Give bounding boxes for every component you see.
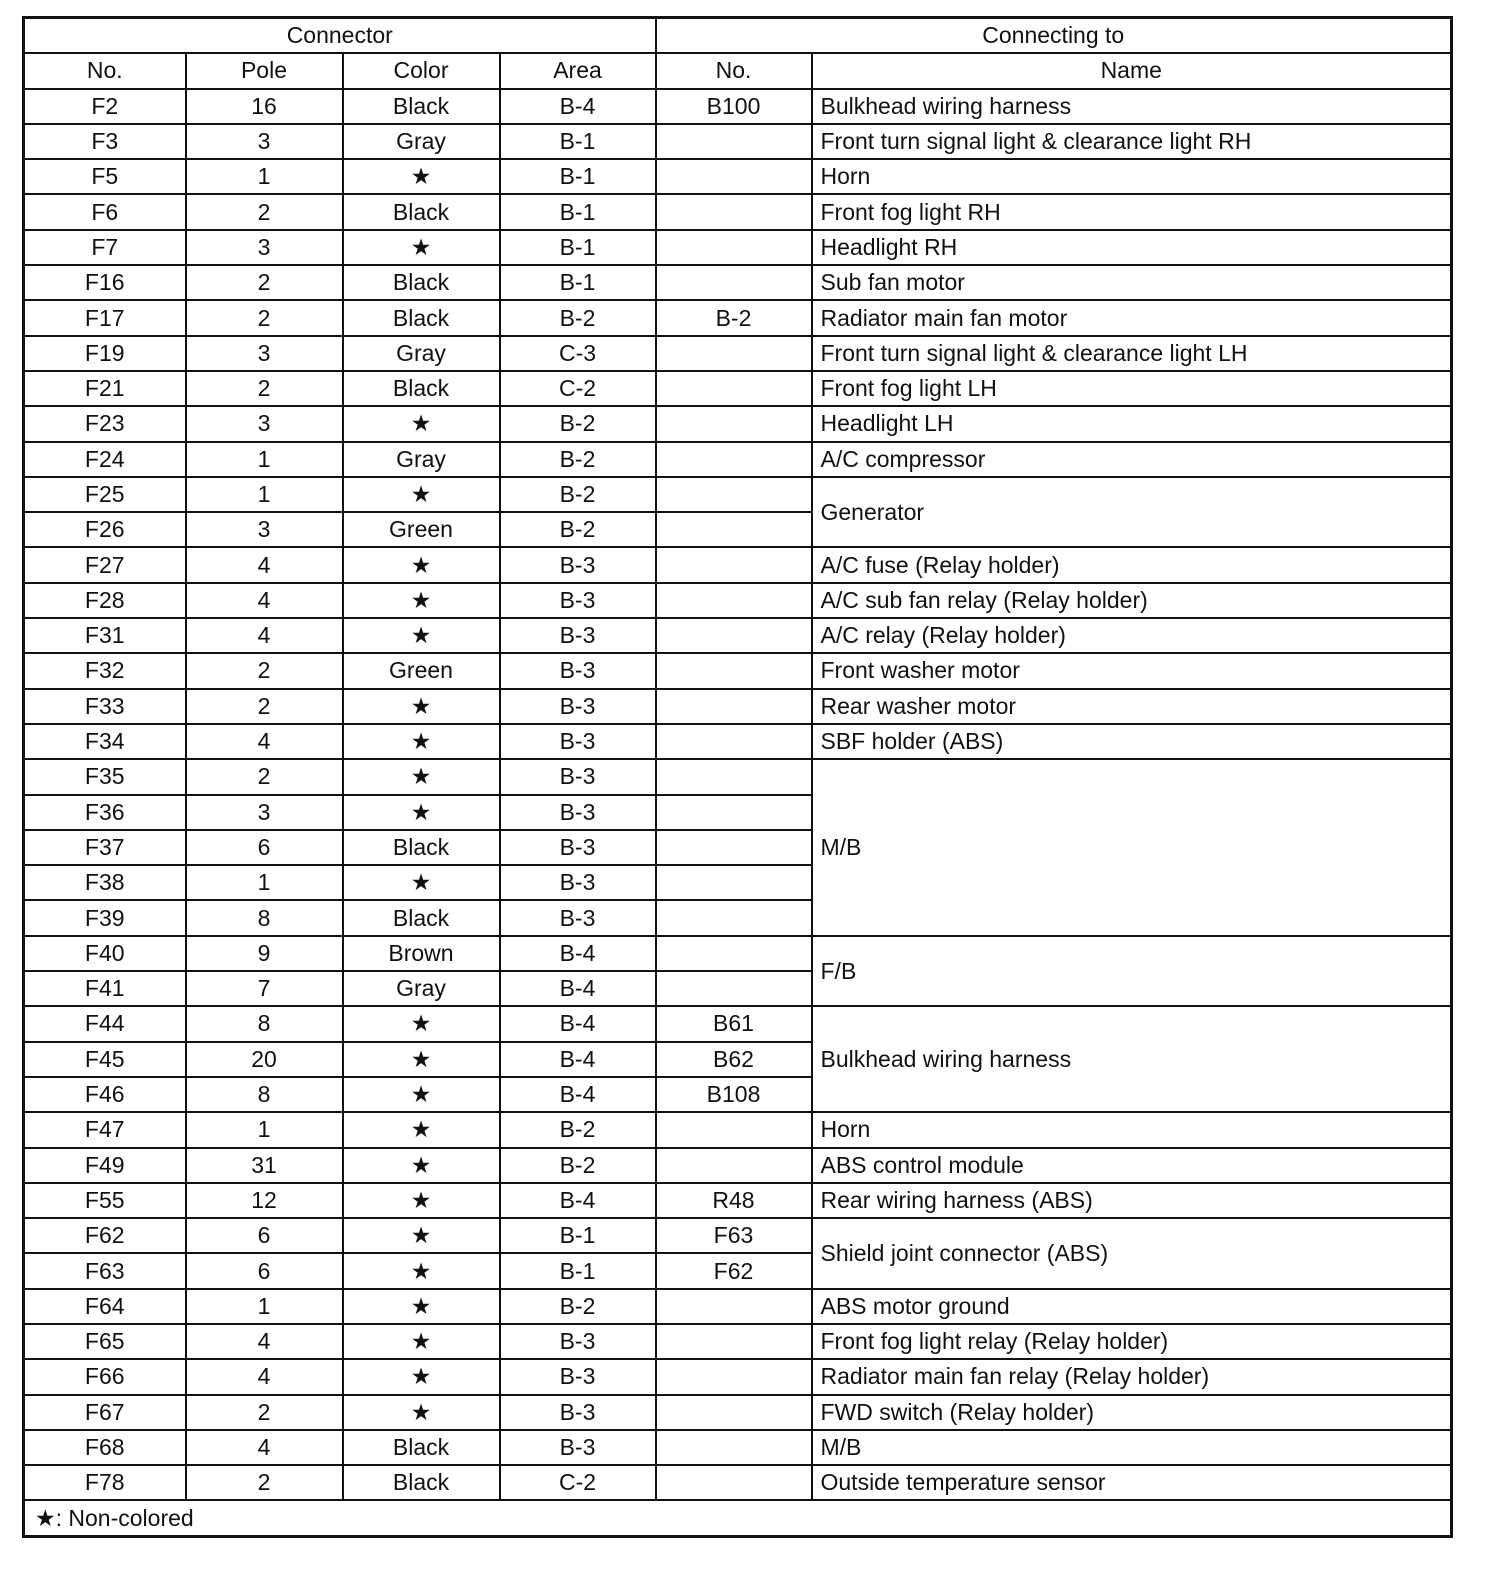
- cell-color: ★: [343, 159, 500, 194]
- cell-connecting-name: Sub fan motor: [812, 265, 1452, 300]
- cell-pole: 1: [186, 442, 343, 477]
- cell-color: Black: [343, 300, 500, 335]
- cell-area: B-3: [500, 900, 656, 935]
- cell-connecting-no: [656, 336, 812, 371]
- table-row: [24, 336, 1452, 371]
- cell-color: ★: [343, 618, 500, 653]
- cell-pole: 2: [186, 1395, 343, 1430]
- cell-connector-no: F28: [24, 583, 186, 618]
- header-connector: Connector: [24, 18, 656, 54]
- cell-connector-no: F38: [24, 865, 186, 900]
- cell-area: B-3: [500, 865, 656, 900]
- cell-connector-no: F40: [24, 936, 186, 971]
- table-row: [24, 653, 1452, 688]
- cell-connector-no: F32: [24, 653, 186, 688]
- cell-connecting-no: B108: [656, 1077, 812, 1112]
- table-row: [24, 618, 1452, 653]
- cell-area: B-3: [500, 1395, 656, 1430]
- cell-color: Black: [343, 830, 500, 865]
- cell-connector-no: F17: [24, 300, 186, 335]
- cell-area: B-3: [500, 795, 656, 830]
- cell-pole: 3: [186, 124, 343, 159]
- cell-color: ★: [343, 230, 500, 265]
- table-row: [24, 759, 1452, 794]
- cell-connecting-no: [656, 583, 812, 618]
- cell-connecting-no: [656, 865, 812, 900]
- cell-pole: 1: [186, 865, 343, 900]
- cell-color: Gray: [343, 442, 500, 477]
- cell-connecting-no: F62: [656, 1253, 812, 1288]
- cell-area: B-2: [500, 512, 656, 547]
- cell-area: B-3: [500, 653, 656, 688]
- cell-connecting-name: ABS control module: [812, 1148, 1452, 1183]
- table-row: [24, 936, 1452, 971]
- cell-connecting-no: [656, 653, 812, 688]
- cell-color: ★: [343, 1324, 500, 1359]
- cell-area: B-2: [500, 1112, 656, 1147]
- table-row: [24, 689, 1452, 724]
- connector-table: [22, 16, 1453, 1538]
- cell-connecting-name: Headlight LH: [812, 406, 1452, 441]
- cell-pole: 6: [186, 1253, 343, 1288]
- cell-color: Black: [343, 265, 500, 300]
- table-row: [24, 583, 1452, 618]
- cell-pole: 16: [186, 89, 343, 124]
- cell-area: B-2: [500, 477, 656, 512]
- cell-connector-no: F6: [24, 194, 186, 229]
- cell-pole: 7: [186, 971, 343, 1006]
- cell-connector-no: F3: [24, 124, 186, 159]
- cell-connecting-no: [656, 512, 812, 547]
- cell-color: ★: [343, 1218, 500, 1253]
- cell-pole: 3: [186, 336, 343, 371]
- cell-connector-no: F64: [24, 1289, 186, 1324]
- cell-area: B-1: [500, 230, 656, 265]
- cell-connecting-no: [656, 971, 812, 1006]
- table-row: [24, 194, 1452, 229]
- cell-area: B-4: [500, 1077, 656, 1112]
- cell-pole: 2: [186, 371, 343, 406]
- cell-pole: 3: [186, 795, 343, 830]
- cell-connecting-no: B61: [656, 1006, 812, 1041]
- cell-connecting-name: Bulkhead wiring harness: [812, 1006, 1452, 1112]
- cell-connecting-name: Front fog light relay (Relay holder): [812, 1324, 1452, 1359]
- cell-pole: 8: [186, 1006, 343, 1041]
- cell-connecting-name: Front turn signal light & clearance light RH: [812, 124, 1452, 159]
- cell-connecting-name: Horn: [812, 159, 1452, 194]
- cell-connecting-no: [656, 795, 812, 830]
- table-row: [24, 1324, 1452, 1359]
- table-row: [24, 442, 1452, 477]
- cell-area: C-2: [500, 1465, 656, 1500]
- cell-connector-no: F31: [24, 618, 186, 653]
- cell-color: Green: [343, 512, 500, 547]
- cell-area: B-4: [500, 936, 656, 971]
- cell-connector-no: F78: [24, 1465, 186, 1500]
- cell-pole: 1: [186, 477, 343, 512]
- cell-connector-no: F27: [24, 547, 186, 582]
- header-pole: Pole: [186, 53, 343, 88]
- table-row: [24, 89, 1452, 124]
- cell-connecting-name: Radiator main fan motor: [812, 300, 1452, 335]
- cell-area: B-1: [500, 1253, 656, 1288]
- cell-connecting-name: Front fog light LH: [812, 371, 1452, 406]
- cell-area: C-2: [500, 371, 656, 406]
- table-row: [24, 1112, 1452, 1147]
- cell-connecting-no: F63: [656, 1218, 812, 1253]
- cell-pole: 6: [186, 830, 343, 865]
- cell-color: ★: [343, 865, 500, 900]
- table-row: [24, 1395, 1452, 1430]
- cell-connecting-no: [656, 1324, 812, 1359]
- cell-area: B-2: [500, 1289, 656, 1324]
- cell-connecting-no: [656, 1395, 812, 1430]
- legend-note: ★: Non-colored: [24, 1500, 1452, 1536]
- cell-color: ★: [343, 1148, 500, 1183]
- table-row: [24, 1183, 1452, 1218]
- cell-pole: 12: [186, 1183, 343, 1218]
- cell-connector-no: F7: [24, 230, 186, 265]
- cell-pole: 2: [186, 265, 343, 300]
- cell-area: B-3: [500, 759, 656, 794]
- cell-connecting-name: Rear wiring harness (ABS): [812, 1183, 1452, 1218]
- cell-connector-no: F37: [24, 830, 186, 865]
- cell-area: B-4: [500, 1042, 656, 1077]
- cell-color: ★: [343, 1359, 500, 1394]
- header-connecting-to: Connecting to: [656, 18, 1452, 54]
- cell-area: B-4: [500, 89, 656, 124]
- cell-color: Brown: [343, 936, 500, 971]
- cell-connector-no: F36: [24, 795, 186, 830]
- cell-area: B-1: [500, 265, 656, 300]
- cell-connector-no: F23: [24, 406, 186, 441]
- table-row: [24, 1006, 1452, 1041]
- table-row: [24, 300, 1452, 335]
- cell-area: C-3: [500, 336, 656, 371]
- cell-connecting-no: [656, 1359, 812, 1394]
- cell-connecting-no: [656, 724, 812, 759]
- cell-area: B-3: [500, 830, 656, 865]
- cell-color: ★: [343, 1253, 500, 1288]
- cell-connecting-name: M/B: [812, 1430, 1452, 1465]
- cell-connecting-no: B100: [656, 89, 812, 124]
- cell-area: B-2: [500, 406, 656, 441]
- cell-connecting-no: [656, 1430, 812, 1465]
- cell-pole: 4: [186, 547, 343, 582]
- cell-connector-no: F39: [24, 900, 186, 935]
- cell-connecting-no: [656, 124, 812, 159]
- cell-connecting-name: SBF holder (ABS): [812, 724, 1452, 759]
- table-header: [24, 18, 1452, 89]
- cell-connecting-name: FWD switch (Relay holder): [812, 1395, 1452, 1430]
- cell-color: Black: [343, 194, 500, 229]
- cell-connecting-name: M/B: [812, 759, 1452, 935]
- cell-connector-no: F41: [24, 971, 186, 1006]
- table-row: [24, 159, 1452, 194]
- cell-connecting-name: F/B: [812, 936, 1452, 1007]
- cell-pole: 3: [186, 512, 343, 547]
- cell-connecting-name: Front fog light RH: [812, 194, 1452, 229]
- cell-connecting-name: Horn: [812, 1112, 1452, 1147]
- cell-connecting-name: A/C compressor: [812, 442, 1452, 477]
- cell-color: ★: [343, 1042, 500, 1077]
- cell-color: Black: [343, 1465, 500, 1500]
- cell-connector-no: F65: [24, 1324, 186, 1359]
- cell-connecting-no: [656, 442, 812, 477]
- cell-color: ★: [343, 1183, 500, 1218]
- cell-connector-no: F62: [24, 1218, 186, 1253]
- cell-connector-no: F16: [24, 265, 186, 300]
- cell-pole: 4: [186, 583, 343, 618]
- table-row: [24, 371, 1452, 406]
- cell-color: Green: [343, 653, 500, 688]
- cell-connecting-no: [656, 194, 812, 229]
- cell-connecting-name: A/C fuse (Relay holder): [812, 547, 1452, 582]
- cell-connecting-no: [656, 830, 812, 865]
- cell-area: B-3: [500, 1430, 656, 1465]
- table-row: [24, 1148, 1452, 1183]
- cell-connecting-name: Headlight RH: [812, 230, 1452, 265]
- cell-pole: 2: [186, 759, 343, 794]
- cell-color: ★: [343, 1006, 500, 1041]
- cell-connecting-no: [656, 618, 812, 653]
- legend-row: [24, 1500, 1452, 1536]
- cell-pole: 1: [186, 1289, 343, 1324]
- cell-area: B-1: [500, 1218, 656, 1253]
- cell-connecting-name: Front turn signal light & clearance light LH: [812, 336, 1452, 371]
- cell-color: ★: [343, 689, 500, 724]
- cell-connecting-no: [656, 689, 812, 724]
- cell-color: ★: [343, 1077, 500, 1112]
- cell-connecting-no: [656, 159, 812, 194]
- cell-area: B-1: [500, 159, 656, 194]
- cell-connector-no: F49: [24, 1148, 186, 1183]
- cell-pole: 4: [186, 1430, 343, 1465]
- cell-pole: 6: [186, 1218, 343, 1253]
- cell-area: B-3: [500, 583, 656, 618]
- table-row: [24, 406, 1452, 441]
- cell-area: B-3: [500, 618, 656, 653]
- table-row: [24, 1465, 1452, 1500]
- header-name: Name: [812, 53, 1452, 88]
- cell-connecting-name: Generator: [812, 477, 1452, 548]
- cell-pole: 4: [186, 618, 343, 653]
- cell-connecting-no: [656, 900, 812, 935]
- cell-connector-no: F55: [24, 1183, 186, 1218]
- cell-pole: 4: [186, 1359, 343, 1394]
- cell-connector-no: F67: [24, 1395, 186, 1430]
- cell-color: Gray: [343, 124, 500, 159]
- cell-pole: 4: [186, 1324, 343, 1359]
- cell-pole: 31: [186, 1148, 343, 1183]
- cell-area: B-3: [500, 1359, 656, 1394]
- cell-color: ★: [343, 547, 500, 582]
- cell-connecting-no: [656, 1465, 812, 1500]
- cell-connecting-no: [656, 1289, 812, 1324]
- cell-area: B-4: [500, 1183, 656, 1218]
- cell-connecting-no: [656, 936, 812, 971]
- cell-connecting-no: [656, 547, 812, 582]
- cell-connector-no: F63: [24, 1253, 186, 1288]
- cell-connecting-no: [656, 477, 812, 512]
- header-area: Area: [500, 53, 656, 88]
- cell-pole: 2: [186, 194, 343, 229]
- cell-connecting-name: Front washer motor: [812, 653, 1452, 688]
- cell-area: B-4: [500, 971, 656, 1006]
- cell-connector-no: F35: [24, 759, 186, 794]
- table-row: [24, 230, 1452, 265]
- cell-color: ★: [343, 477, 500, 512]
- cell-area: B-2: [500, 300, 656, 335]
- cell-connector-no: F66: [24, 1359, 186, 1394]
- table-row: [24, 547, 1452, 582]
- cell-color: Black: [343, 1430, 500, 1465]
- connector-table-sheet: [22, 16, 1450, 1538]
- cell-color: ★: [343, 1112, 500, 1147]
- cell-connecting-no: B-2: [656, 300, 812, 335]
- header-group-row: [24, 18, 1452, 54]
- cell-connecting-no: R48: [656, 1183, 812, 1218]
- cell-connecting-name: Bulkhead wiring harness: [812, 89, 1452, 124]
- cell-pole: 4: [186, 724, 343, 759]
- table-row: [24, 1218, 1452, 1253]
- cell-area: B-3: [500, 547, 656, 582]
- cell-connector-no: F21: [24, 371, 186, 406]
- cell-connector-no: F33: [24, 689, 186, 724]
- cell-pole: 2: [186, 689, 343, 724]
- header-color: Color: [343, 53, 500, 88]
- table-row: [24, 1430, 1452, 1465]
- cell-connector-no: F44: [24, 1006, 186, 1041]
- table-row: [24, 477, 1452, 512]
- cell-connecting-no: [656, 759, 812, 794]
- cell-pole: 2: [186, 653, 343, 688]
- cell-connector-no: F24: [24, 442, 186, 477]
- cell-color: ★: [343, 724, 500, 759]
- cell-pole: 8: [186, 900, 343, 935]
- cell-area: B-2: [500, 1148, 656, 1183]
- table-row: [24, 1359, 1452, 1394]
- cell-connecting-no: [656, 1112, 812, 1147]
- cell-connector-no: F25: [24, 477, 186, 512]
- cell-area: B-3: [500, 724, 656, 759]
- cell-connector-no: F68: [24, 1430, 186, 1465]
- cell-connector-no: F47: [24, 1112, 186, 1147]
- cell-connecting-name: A/C relay (Relay holder): [812, 618, 1452, 653]
- cell-connector-no: F46: [24, 1077, 186, 1112]
- cell-connecting-name: ABS motor ground: [812, 1289, 1452, 1324]
- cell-color: ★: [343, 759, 500, 794]
- cell-connector-no: F45: [24, 1042, 186, 1077]
- cell-color: Black: [343, 89, 500, 124]
- cell-area: B-1: [500, 194, 656, 229]
- table-row: [24, 124, 1452, 159]
- header-to-no: No.: [656, 53, 812, 88]
- cell-color: Gray: [343, 971, 500, 1006]
- cell-pole: 2: [186, 300, 343, 335]
- cell-connector-no: F34: [24, 724, 186, 759]
- cell-connecting-name: Outside temperature sensor: [812, 1465, 1452, 1500]
- cell-connecting-name: Radiator main fan relay (Relay holder): [812, 1359, 1452, 1394]
- cell-pole: 1: [186, 159, 343, 194]
- cell-color: ★: [343, 1289, 500, 1324]
- cell-area: B-1: [500, 124, 656, 159]
- cell-pole: 20: [186, 1042, 343, 1077]
- table-body: [24, 89, 1452, 1501]
- table-row: [24, 1289, 1452, 1324]
- header-column-row: [24, 53, 1452, 88]
- cell-connector-no: F26: [24, 512, 186, 547]
- cell-connecting-no: [656, 371, 812, 406]
- table-row: [24, 724, 1452, 759]
- cell-area: B-3: [500, 689, 656, 724]
- cell-area: B-2: [500, 442, 656, 477]
- cell-pole: 2: [186, 1465, 343, 1500]
- cell-color: Black: [343, 371, 500, 406]
- cell-pole: 3: [186, 230, 343, 265]
- cell-color: ★: [343, 1395, 500, 1430]
- cell-connecting-no: [656, 230, 812, 265]
- cell-pole: 1: [186, 1112, 343, 1147]
- cell-pole: 9: [186, 936, 343, 971]
- cell-color: Gray: [343, 336, 500, 371]
- cell-pole: 8: [186, 1077, 343, 1112]
- cell-connecting-no: [656, 406, 812, 441]
- cell-connecting-name: A/C sub fan relay (Relay holder): [812, 583, 1452, 618]
- cell-connector-no: F19: [24, 336, 186, 371]
- cell-connector-no: F5: [24, 159, 186, 194]
- cell-area: B-3: [500, 1324, 656, 1359]
- cell-color: ★: [343, 583, 500, 618]
- cell-color: ★: [343, 406, 500, 441]
- cell-area: B-4: [500, 1006, 656, 1041]
- cell-connecting-no: [656, 265, 812, 300]
- cell-color: Black: [343, 900, 500, 935]
- cell-connecting-no: B62: [656, 1042, 812, 1077]
- cell-pole: 3: [186, 406, 343, 441]
- cell-connecting-name: Rear washer motor: [812, 689, 1452, 724]
- cell-connector-no: F2: [24, 89, 186, 124]
- table-row: [24, 265, 1452, 300]
- cell-color: ★: [343, 795, 500, 830]
- cell-connecting-name: Shield joint connector (ABS): [812, 1218, 1452, 1289]
- header-no: No.: [24, 53, 186, 88]
- cell-connecting-no: [656, 1148, 812, 1183]
